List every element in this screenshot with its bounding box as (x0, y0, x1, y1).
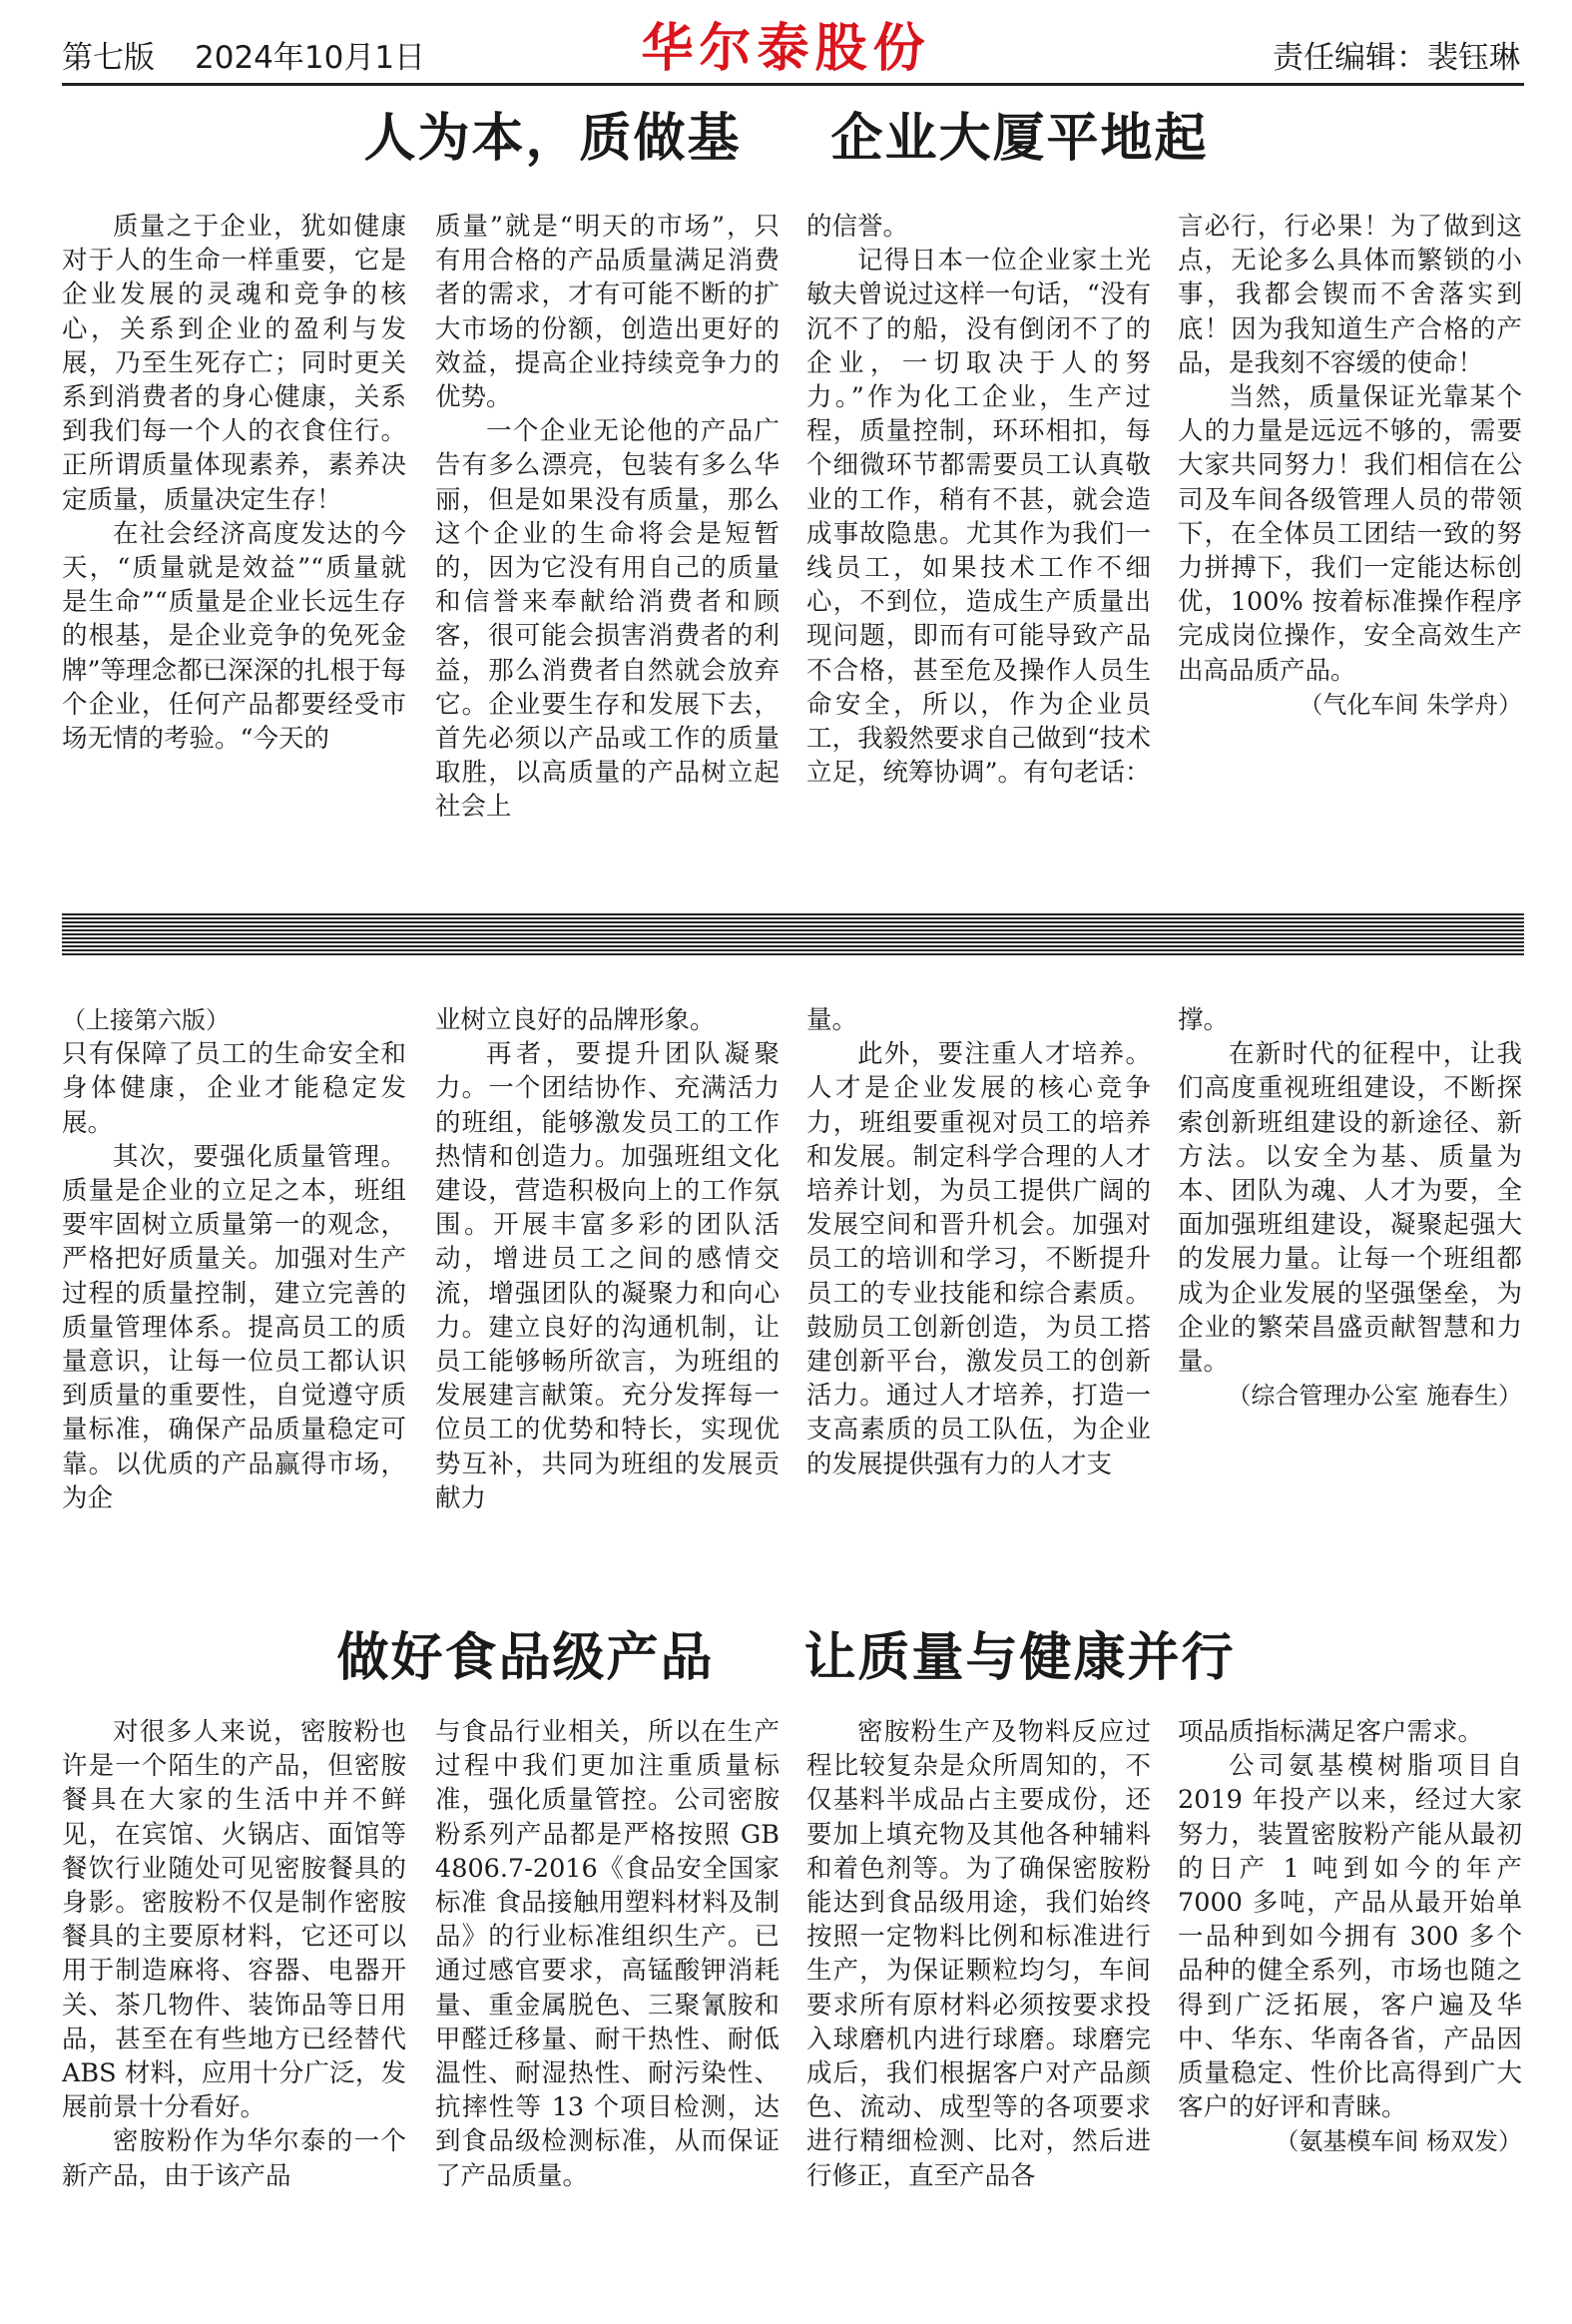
paragraph: 量。 (806, 1005, 858, 1035)
article3-column-4 (1178, 1715, 1522, 2304)
paragraph: 与食品行业相关，所以在生产过程中我们更加注重质量标准，强化质量管控。公司密胺粉系列产品都是严格按照 GB 4806.7-2016《食品安全国家标准 食品接触用塑料材料及制品》的行业标准组织生产。已通过感官要求，高锰酸钾消耗量、重金属脱色、三聚氰胺和甲醛迁移量、耐干热性、耐低温性、耐湿热性、耐污染性、抗摔性等 13 个项目检测，达到食品级检测标准，从而保证了产品质量。 (435, 1717, 780, 2191)
article2-signature: （综合管理办公室 施春生） (1227, 1382, 1522, 1411)
article1-column-4 (1178, 210, 1522, 898)
article1-column-1 (62, 210, 406, 898)
paragraph: 再者，要提升团队凝聚力。一个团结协作、充满活力的班组，能够激发员工的工作热情和创造力。加强班组文化建设，营造积极向上的工作氛围。开展丰富多彩的团队活动，增进员工之间的感情交流，增强团队的凝聚力和向心力。建立良好的沟通机制，让员工能够畅所欲言，为班组的发展建言献策。充分发挥每一位员工的优势和特长，实现优势互补，共同为班组的发展贡献力 (435, 1039, 780, 1513)
article2-column-3 (806, 1003, 1151, 1582)
article1-headline (0, 96, 1572, 171)
article2-column-4 (1178, 1003, 1522, 1582)
article1-column-2 (435, 210, 780, 898)
header-rule (62, 83, 1524, 86)
article3-column-3 (806, 1715, 1151, 2304)
article3-title-part1: 做好食品级产品 (336, 1628, 715, 1688)
paragraph: 项品质指标满足客户需求。 (1178, 1717, 1484, 1747)
paragraph: 撑。 (1178, 1005, 1230, 1035)
paragraph: 其次，要强化质量管理。质量是企业的立足之本，班组要牢固树立质量第一的观念，严格把好质量关。加强对生产过程的质量控制，建立完善的质量管理体系。提高员工的质量意识，让每一位员工都认识到质量的重要性，自觉遵守质量标准，确保产品质量稳定可靠。以优质的产品赢得市场，为企 (62, 1141, 406, 1513)
section-divider (62, 913, 1524, 955)
paragraph: 对很多人来说，密胺粉也许是一个陌生的产品，但密胺餐具在大家的生活中并不鲜见，在宾馆、火锅店、面馆等餐饮行业随处可见密胺餐具的身影。密胺粉不仅是制作密胺餐具的主要原材料，它还可以用于制造麻将、容器、电器开关、茶几物件、装饰品等日用品，甚至在有些地方已经替代 ABS 材料，应用十分广泛，发展前景十分看好。 (62, 1717, 406, 2123)
paragraph: 业树立良好的品牌形象。 (435, 1005, 716, 1035)
paragraph: 此外，要注重人才培养。人才是企业发展的核心竞争力，班组要重视对员工的培养和发展。制定科学合理的人才培养计划，为员工提供广阔的发展空间和晋升机会。加强对员工的培训和学习，不断提升员工的专业技能和综合素质。鼓励员工创新创造，为员工搭建创新平台，激发员工的创新活力。通过人才培养，打造一支高素质的员工队伍，为企业的发展提供强有力的人才支 (806, 1039, 1151, 1479)
article3-column-1 (62, 1715, 406, 2304)
article1-title-part2: 企业大厦平地起 (830, 109, 1209, 169)
article1-title-part1: 人为本，质做基 (363, 109, 742, 169)
article2-column-2 (435, 1003, 780, 1582)
paragraph: 一个企业无论他的产品广告有多么漂亮，包装有多么华丽，但是如果没有质量，那么这个企业的生命将会是短暂的，因为它没有用自己的质量和信誉来奉献给消费者和顾客，很可能会损害消费者的利益，那么消费者自然就会放弃它。企业要生存和发展下去，首先必须以产品或工作的质量取胜，以高质量的产品树立起社会上 (435, 416, 780, 823)
article1-column-3 (806, 210, 1151, 898)
paragraph: 在社会经济高度发达的今天，“质量就是效益”“质量就是生命”“质量是企业长远生存的根基，是企业竞争的免死金牌”等理念都已深深的扎根于每个企业，任何产品都要经受市场无情的考验。“今天的 (62, 518, 406, 755)
paragraph: 公司氨基模树脂项目自 2019 年投产以来，经过大家努力，装置密胺粉产能从最初的日产 1 吨到如今的年产 7000 多吨，产品从最开始单一品种到如今拥有 300 多个品种的健全系列，市场也随之得到广泛拓展，客户遍及华中、华东、华南各省，产品因质量稳定、性价比高得到广大客户的好评和青睐。 (1178, 1751, 1522, 2123)
article2-column-1 (62, 1003, 406, 1582)
paragraph: 记得日本一位企业家土光敏夫曾说过这样一句话，“没有沉不了的船，没有倒闭不了的企业，一切取决于人的努力。”作为化工企业，生产过程，质量控制，环环相扣，每个细微环节都需要员工认真敬业的工作，稍有不甚，就会造成事故隐患。尤其作为我们一线员工，如果技术工作不细心，不到位，造成生产质量出现问题，即而有可能导致产品不合格，甚至危及操作人员生命安全，所以，作为企业员工，我毅然要求自己做到“技术立足，统筹协调”。有句老话： (806, 246, 1151, 789)
paragraph: 在新时代的征程中，让我们高度重视班组建设，不断探索创新班组建设的新途径、新方法。以安全为基、质量为本、团队为魂、人才为要，全面加强班组建设，凝聚起强大的发展力量。让每一个班组都成为企业发展的坚强堡垒，为企业的繁荣昌盛贡献智慧和力量。 (1178, 1039, 1522, 1378)
publish-date: 2024年10月1日 (195, 40, 426, 76)
page-header (0, 0, 1572, 86)
paragraph: 质量之于企业，犹如健康对于人的生命一样重要，它是企业发展的灵魂和竞争的核心，关系到企业的盈利与发展，乃至生死存亡；同时更关系到消费者的身心健康，关系到我们每一个人的衣食住行。正所谓质量体现素养，素养决定质量，质量决定生存！ (62, 212, 406, 515)
paragraph: 密胺粉作为华尔泰的一个新产品，由于该产品 (62, 2126, 406, 2191)
paragraph: 言必行，行必果！为了做到这点，无论多么具体而繁锁的小事，我都会锲而不舍落实到底！因为我知道生产合格的产品，是我刻不容缓的使命！ (1178, 212, 1522, 378)
paragraph: 当然，质量保证光靠某个人的力量是远远不够的，需要大家共同努力！我们相信在公司及车间各级管理人员的带领下，在全体员工团结一致的努力拼搏下，我们一定能达标创优，100% 按着标准操作程序完成岗位操作，安全高效生产出高品质产品。 (1178, 382, 1522, 686)
newspaper-logo: 华尔泰股份 (641, 18, 931, 79)
article3-column-2 (435, 1715, 780, 2304)
paragraph: 只有保障了员工的生命安全和身体健康，企业才能稳定发展。 (62, 1039, 406, 1138)
article3-signature: （氨基模车间 杨双发） (1275, 2127, 1522, 2156)
article1-signature: （气化车间 朱学舟） (1299, 690, 1522, 719)
paragraph: 质量”就是“明天的市场”，只有用合格的产品质量满足消费者的需求，才有可能不断的扩大市场的份额，创造出更好的效益，提高企业持续竞争力的优势。 (435, 212, 780, 413)
edition-number: 第七版 (62, 40, 155, 76)
paragraph: 的信誉。 (806, 212, 909, 242)
continued-from-label: （上接第六版） (62, 1006, 230, 1034)
paragraph: 密胺粉生产及物料反应过程比较复杂是众所周知的，不仅基料半成品占主要成份，还要加上填充物及其他各种辅料和着色剂等。为了确保密胺粉能达到食品级用途，我们始终按照一定物料比例和标准进行生产，为保证颗粒均匀，车间要求所有原材料必须按要求投入球磨机内进行球磨。球磨完成后，我们根据客户对产品颜色、流动、成型等的各项要求进行精细检测、比对，然后进行修正，直至产品各 (806, 1717, 1151, 2191)
responsible-editor: 责任编辑：裴钰琳 (1273, 40, 1520, 76)
article3-title-part2: 让质量与健康并行 (803, 1628, 1236, 1688)
article3-headline (0, 1615, 1572, 1690)
